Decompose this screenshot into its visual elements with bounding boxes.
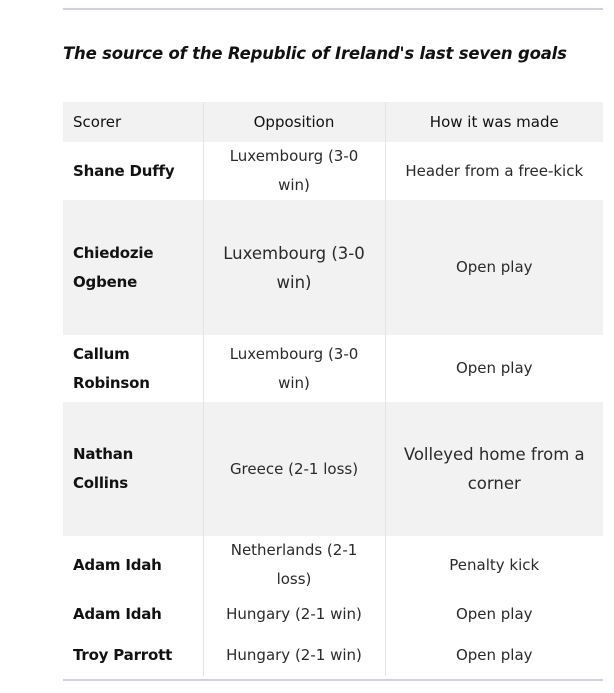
table-row xyxy=(63,200,603,335)
scorer-cell: Troy Parrott xyxy=(63,635,203,676)
opposition-cell: Hungary (2-1 win) xyxy=(203,594,385,635)
how-cell: Open play xyxy=(455,646,533,664)
how-cell: Open play xyxy=(455,359,533,377)
how-cell: Penalty kick xyxy=(449,555,540,574)
header-opposition: Opposition xyxy=(203,102,385,142)
header-scorer: Scorer xyxy=(63,102,203,142)
top-divider xyxy=(63,8,603,10)
table-row xyxy=(63,142,603,200)
table-title: The source of the Republic of Ireland's last seven goals xyxy=(63,44,567,63)
header-row xyxy=(63,102,603,142)
opposition-cell: Hungary (2-1 win) xyxy=(203,635,385,676)
how-cell: Open play xyxy=(455,605,533,623)
scorer-cell: Adam Idah xyxy=(63,594,203,635)
how-cell: Open play xyxy=(455,258,533,276)
opposition-cell: Luxembourg (3-0 win) xyxy=(203,142,385,200)
header-how-it-was-made: How it was made xyxy=(429,112,559,131)
goals-table xyxy=(63,102,603,676)
table-row xyxy=(63,536,603,594)
opposition-cell: Greece (2-1 loss) xyxy=(203,402,385,536)
how-cell: Header from a free-kick xyxy=(405,161,584,180)
table-row xyxy=(63,635,603,676)
opposition-cell: Netherlands (2-1 loss) xyxy=(203,536,385,594)
scorer-cell: Shane Duffy xyxy=(63,142,203,200)
table-row xyxy=(63,335,603,402)
scorer-cell: Adam Idah xyxy=(63,536,203,594)
table-row xyxy=(63,402,603,536)
opposition-cell: Luxembourg (3-0 win) xyxy=(203,200,385,335)
scorer-cell: Callum Robinson xyxy=(63,335,203,402)
opposition-cell: Luxembourg (3-0 win) xyxy=(203,335,385,402)
bottom-divider xyxy=(63,679,603,681)
table-row xyxy=(63,594,603,635)
scorer-cell: Chiedozie Ogbene xyxy=(63,200,203,335)
how-cell: Volleyed home from a corner xyxy=(403,445,585,493)
scorer-cell: Nathan Collins xyxy=(63,402,203,536)
